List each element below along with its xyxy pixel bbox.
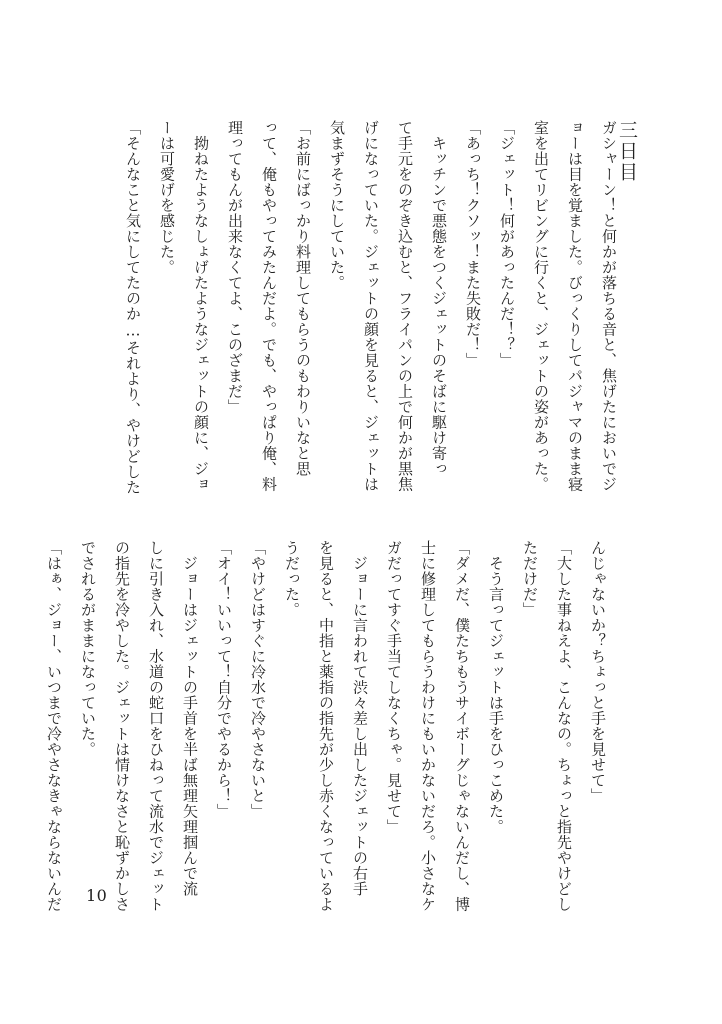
- text-line: ジョーはジェットの手首を半ば無理矢理掴んで流: [181, 540, 199, 897]
- text-line: 室を出てリビングに行くと、ジェットの姿があった。: [532, 120, 550, 492]
- text-line: て手元をのぞき込むと、フライパンの上で何かが黒焦: [396, 120, 414, 492]
- text-line: 理ってもんが出来なくてよ、このざまだ」: [226, 120, 244, 415]
- text-line: 拗ねたようなしょげたようなジェットの顔に、ジョ: [192, 120, 210, 492]
- text-line: ーは可愛げを感じた。: [158, 120, 176, 275]
- text-line: 「大した事ねえよ、こんなの。ちょっと指先やけどし: [555, 540, 573, 912]
- text-line: ガだってすぐ手当てしなくちゃ。見せて」: [385, 540, 403, 835]
- text-line: げになっていた。ジェットの顔を見ると、ジェットは: [362, 120, 380, 492]
- text-line: 「ジェット！何があったんだ！？」: [498, 120, 516, 368]
- text-line: うだった。: [283, 540, 301, 618]
- text-line: ガシャーン！と何かが落ちる音と、焦げたにおいでジ: [600, 120, 618, 492]
- page-number: 10: [86, 886, 108, 905]
- text-line: ジョーに言われて渋々差し出したジェットの右手: [351, 540, 369, 897]
- text-line: の指先を冷やした。ジェットは情けなさと恥ずかしさ: [113, 540, 131, 912]
- text-line: 士に修理してもらうわけにもいかないだろ。小さなケ: [419, 540, 437, 912]
- text-line: 「そんなこと気にしてたのか…それより、やけどした: [124, 120, 142, 495]
- text-line: でされるがままになっていた。: [79, 540, 97, 757]
- text-line: しに引き入れ、水道の蛇口をひねって流水でジェット: [147, 540, 165, 912]
- chapter-title: 三日目: [616, 120, 638, 183]
- text-line: 「あっち！クソッ！また失敗だ！」: [464, 120, 482, 368]
- text-line: んじゃないか？ちょっと手を見せて」: [589, 540, 607, 804]
- text-line: 「オイ！いいって！自分でやるから！」: [215, 540, 233, 819]
- text-line: 「やけどはすぐに冷水で冷やさないと」: [249, 540, 267, 819]
- upper-text-block: [116, 120, 626, 500]
- text-line: 「はぁ、ジョー、いつまで冷やさなきゃならないんだ: [45, 540, 63, 912]
- text-line: 気まずそうにしていた。: [328, 120, 346, 291]
- lower-text-block: [37, 540, 615, 920]
- text-line: そう言ってジェットは手をひっこめた。: [487, 540, 505, 835]
- text-line: 「ダメだ、僕たちもうサイボーグじゃないんだし、博: [453, 540, 471, 912]
- text-line: って、俺もやってみたんだよ。でも、やっぱり俺、料: [260, 120, 278, 492]
- text-line: ただけだ」: [521, 540, 539, 618]
- text-line: を見ると、中指と薬指の指先が少し赤くなっているよ: [317, 540, 335, 912]
- text-line: ョーは目を覚ました。びっくりしてパジャマのまま寝: [566, 120, 584, 492]
- text-line: 「お前にばっかり料理してもらうのもわりいなと思: [294, 120, 312, 477]
- text-line: キッチンで悪態をつくジェットのそばに駆け寄っ: [430, 120, 448, 477]
